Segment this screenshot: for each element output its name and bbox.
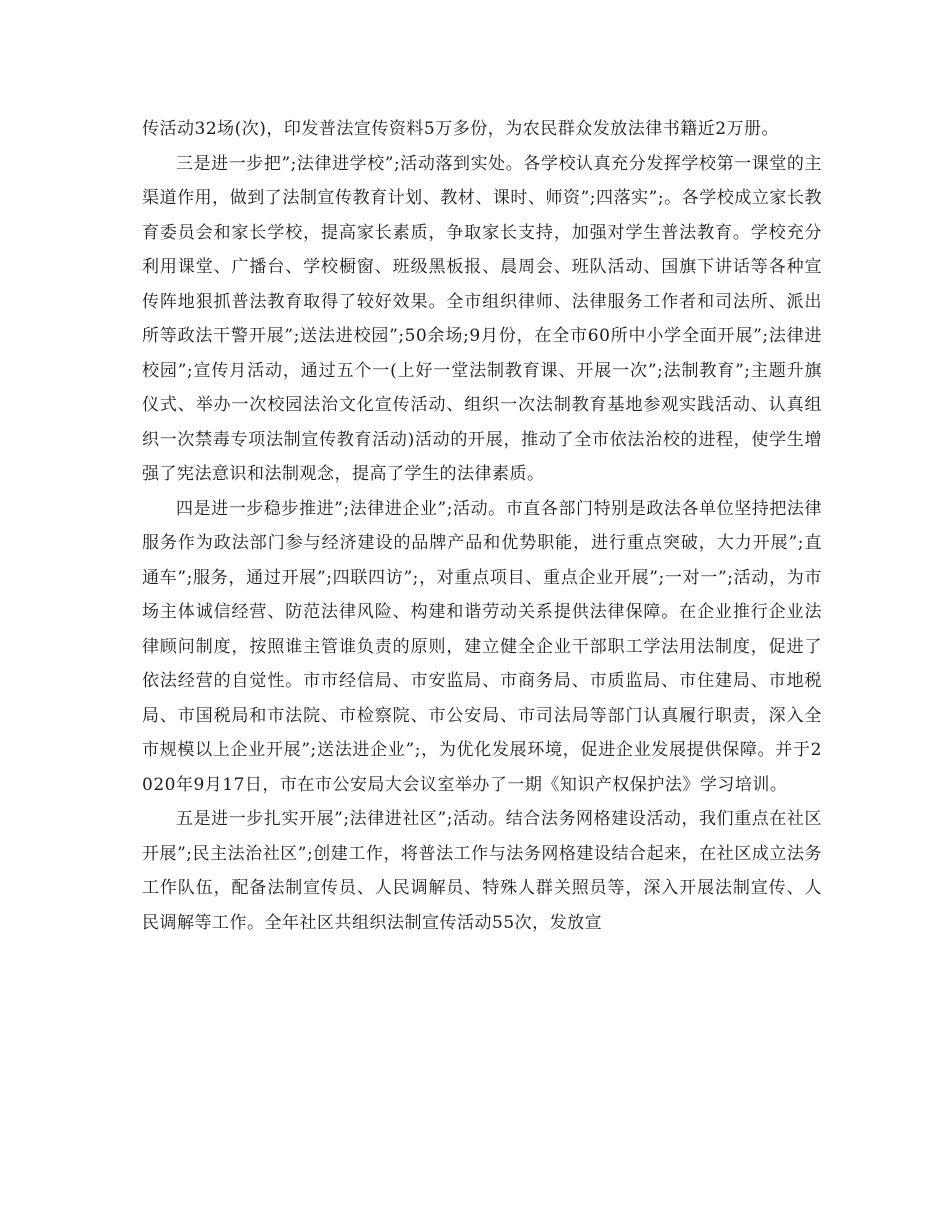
paragraph-law-into-communities: 五是进一步扎实开展”;法律进社区”;活动。结合法务网格建设活动，我们重点在社区开展”;民主法治社区”;创建工作，将普法工作与法务网格建设结合起来，在社区成立法务工作队伍，配备法制宣传员、人民调解员、特殊人群关照员等，深入开展法制宣传、人民调解等工作。全年社区共组织法制宣传活动55次，发放宣 (142, 809, 822, 933)
paragraph-law-into-schools: 三是进一步把”;法律进学校”;活动落到实处。各学校认真充分发挥学校第一课堂的主渠道作用，做到了法制宣传教育计划、教材、课时、师资”;四落实”;。各学校成立家长教育委员会和家长学校，提高家长素质，争取家长支持，加强对学生普法教育。学校充分利用课堂、广播台、学校橱窗、班级黑板报、晨周会、班队活动、国旗下讲话等各种宣传阵地狠抓普法教育取得了较好效果。全市组织律师、法律服务工作者和司法所、派出所等政法干警开展”;送法进校园”;50余场;9月份，在全市60所中小学全面开展”;法律进校园”;宣传月活动，通过五个一(上好一堂法制教育课、开展一次”;法制教育”;主题升旗仪式、举办一次校园法治文化宣传活动、组织一次法制教育基地参观实践活动、认真组织一次禁毒专项法制宣传教育活动)活动的开展，推动了全市依法治校的进程，使学生增强了宪法意识和法制观念，提高了学生的法律素质。 (142, 153, 822, 484)
document-body (142, 112, 822, 940)
paragraph-law-into-enterprises: 四是进一步稳步推进”;法律进企业”;活动。市直各部门特别是政法各单位坚持把法律服务作为政法部门参与经济建设的品牌产品和优势职能，进行重点突破，大力开展”;直通车”;服务，通过开展”;四联四访”;，对重点项目、重点企业开展”;一对一”;活动，为市场主体诚信经营、防范法律风险、构建和谐劳动关系提供法律保障。在企业推行企业法律顾问制度，按照谁主管谁负责的原则，建立健全企业干部职工学法用法制度，促进了依法经营的自觉性。市市经信局、市安监局、市商务局、市质监局、市住建局、市地税局、市国税局和市法院、市检察院、市公安局、市司法局等部门认真履行职责，深入全市规模以上企业开展”;送法进企业”;，为优化发展环境，促进企业发展提供保障。并于2020年9月17日，市在市公安局大会议室举办了一期《知识产权保护法》学习培训。 (142, 498, 822, 795)
paragraph-continuation: 传活动32场(次)，印发普法宣传资料5万多份，为农民群众发放法律书籍近2万册。 (142, 119, 780, 139)
